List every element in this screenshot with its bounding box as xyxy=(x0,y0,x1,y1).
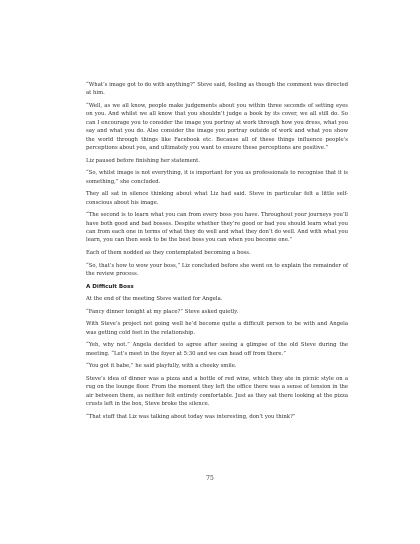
paragraph: They all sat in silence thinking about what Liz had said. Steve in particular felt a little self-conscious about his image. xyxy=(86,191,348,206)
paragraph: “Well, as we all know, people make judgements about you within three seconds of setting eyes on you. And whilst we all know that you shouldn’t judge a book by its cover, we all still do. So can I encourage you to consider the image you portray at work through how you dress, what you say and what you do. Also consider the image you portray outside of work and what you show the world through things like Facebook etc. Because all of these things influence people’s perceptions about you, and ultimately you want to ensure these perceptions are positive.” xyxy=(86,103,348,152)
paragraph: Each of them nodded as they contemplated becoming a boss. xyxy=(86,250,251,257)
paragraph: “Yeh, why not.” Angela decided to agree after seeing a glimpse of the old Steve during the meeting. “Let’s meet in the foyer at 5:30 and we can head off from there.” xyxy=(86,342,348,357)
section-heading: A Difficult Boss xyxy=(86,283,134,290)
paragraph: Steve’s idea of dinner was a pizza and a bottle of red wine, which they ate in picnic style on a rug on the lounge floor. From the moment they left the office there was a sense of tension in the air between them, as neither felt entirely comfortable. Just as they sat there looking at the pizza crusts left in the box, Steve broke the silence. xyxy=(86,376,348,408)
body-text xyxy=(86,81,348,425)
paragraph: Liz paused before finishing her statement. xyxy=(86,157,200,164)
page-number: 75 xyxy=(206,475,214,482)
paragraph: At the end of the meeting Steve waited for Angela. xyxy=(86,296,223,303)
paragraph: “What’s image got to do with anything?” Steve said, feeling as though the comment was directed at him. xyxy=(86,82,348,97)
paragraph: “So, that’s how to wow your boss,” Liz concluded before she went on to explain the remainder of the review process. xyxy=(86,262,348,278)
paragraph: “The second is to learn what you can from every boss you have. Throughout your journeys you’ll have both good and bad bosses. Despite whether they’re good or bad you should learn what you can from each one in terms of what they do well and what they don’t do well. And with what you learn, you can then seek to be the best boss you can when you become one.” xyxy=(86,212,348,244)
paragraph: With Steve’s project not going well he’d become quite a difficult person to be with and Angela was getting cold feet in the relationship. xyxy=(86,321,348,336)
paragraph: “You got it babe,” he said playfully, with a cheeky smile. xyxy=(86,363,237,370)
paragraph: “That stuff that Liz was talking about today was interesting, don’t you think?” xyxy=(86,413,296,420)
paragraph: “So, whilst image is not everything, it is important for you as professionals to recognise that it is something,” she concluded. xyxy=(86,170,348,185)
paragraph: “Fancy dinner tonight at my place?” Steve asked quietly. xyxy=(86,308,239,315)
